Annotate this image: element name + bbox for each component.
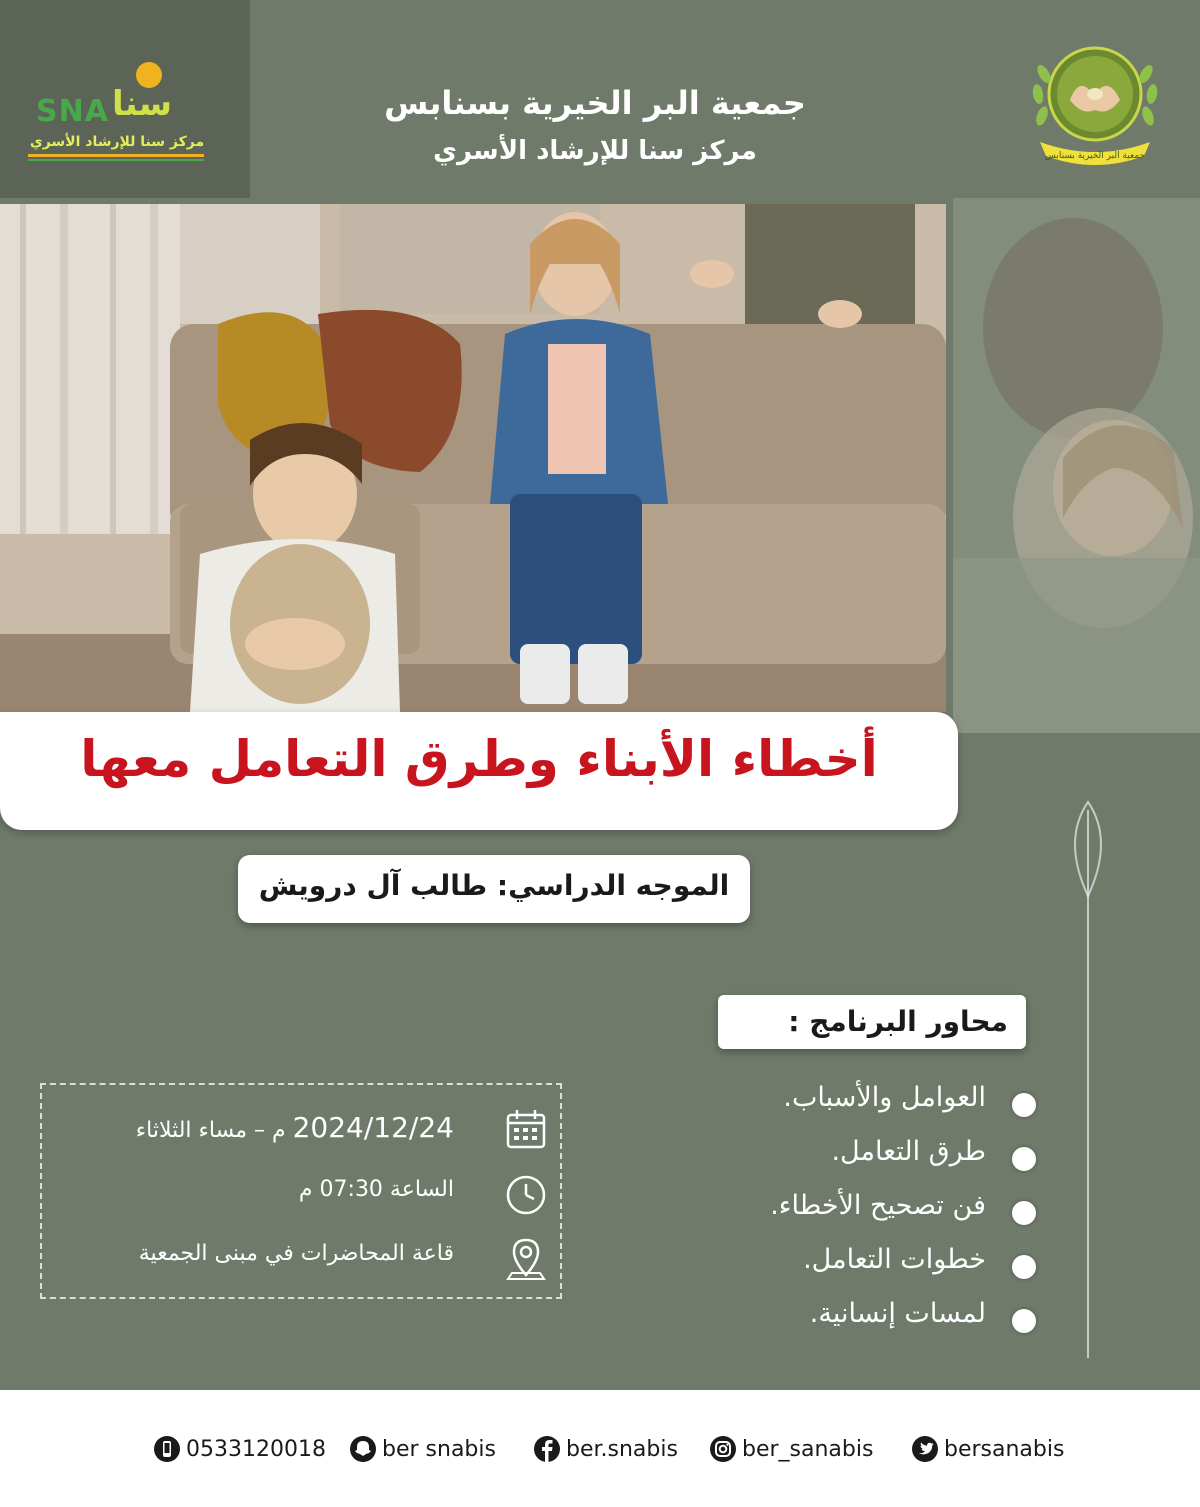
event-date-row	[42, 1105, 562, 1155]
instagram-icon	[710, 1436, 736, 1462]
calendar-icon	[504, 1107, 548, 1151]
phone-contact[interactable]	[154, 1432, 326, 1466]
snapchat-icon	[350, 1436, 376, 1462]
program-item-label: طرق التعامل.	[831, 1136, 986, 1167]
center-name: مركز سنا للإرشاد الأسري	[433, 136, 757, 166]
sna-logo	[28, 58, 208, 168]
twitter-handle: bersanabis	[944, 1436, 1065, 1462]
phone-icon	[154, 1436, 180, 1462]
list-item	[600, 1080, 1040, 1134]
presenter-name: الموجه الدراسي: طالب آل درويش	[258, 869, 730, 902]
event-date-value: 2024/12/24	[292, 1111, 454, 1144]
title-banner	[0, 712, 958, 830]
leaf-decoration-icon	[1060, 800, 1116, 1360]
twitter-icon	[912, 1436, 938, 1462]
presenter-badge	[238, 855, 750, 923]
logo-underline	[28, 154, 204, 157]
logo-tagline: مركز سنا للإرشاد الأسري	[29, 134, 205, 150]
program-heading: محاور البرنامج :	[788, 1005, 1008, 1038]
bullet-icon	[1012, 1309, 1036, 1333]
event-date	[136, 1111, 454, 1144]
snapchat-handle: ber snabis	[382, 1436, 496, 1462]
bullet-icon	[1012, 1147, 1036, 1171]
snapchat-link[interactable]	[350, 1432, 496, 1466]
program-item-label: العوامل والأسباب.	[783, 1082, 986, 1113]
footer	[0, 1390, 1200, 1507]
header	[0, 0, 1200, 198]
event-location-row	[42, 1235, 562, 1285]
twitter-link[interactable]	[912, 1432, 1064, 1466]
bullet-icon	[1012, 1093, 1036, 1117]
location-pin-icon	[504, 1237, 548, 1281]
phone-number: 0533120018	[186, 1436, 326, 1462]
list-item	[600, 1134, 1040, 1188]
sna-logo-panel	[0, 0, 250, 198]
list-item	[600, 1296, 1040, 1350]
logo-brand-arabic: سنا	[112, 84, 173, 124]
instagram-link[interactable]	[710, 1432, 873, 1466]
instagram-handle: ber_sanabis	[742, 1436, 874, 1462]
bullet-icon	[1012, 1255, 1036, 1279]
program-list	[600, 1080, 1040, 1350]
org-name: جمعية البر الخيرية بسنابس	[384, 84, 806, 122]
family-scene-image	[0, 204, 946, 712]
bullet-icon	[1012, 1201, 1036, 1225]
facebook-handle: ber.snabis	[566, 1436, 678, 1462]
clock-icon	[504, 1173, 548, 1217]
hug-image	[953, 198, 1200, 733]
logo-brand-latin: SNA	[36, 94, 109, 129]
facebook-link[interactable]	[534, 1432, 678, 1466]
side-photo	[953, 198, 1200, 733]
page-title: أخطاء الأبناء وطرق التعامل معها	[80, 730, 878, 788]
program-item-label: فن تصحيح الأخطاء.	[770, 1190, 986, 1221]
logo-underline	[28, 159, 204, 161]
list-item	[600, 1242, 1040, 1296]
emblem-caption: جمعية البر الخيرية بسنابس	[1044, 151, 1146, 161]
main-photo	[0, 204, 946, 712]
event-time: الساعة 07:30 م	[298, 1177, 454, 1202]
program-item-label: خطوات التعامل.	[803, 1244, 986, 1275]
event-time-row	[42, 1171, 562, 1221]
event-info-box	[40, 1083, 562, 1299]
event-date-suffix: م – مساء الثلاثاء	[135, 1118, 286, 1143]
event-location: قاعة المحاضرات في مبنى الجمعية	[138, 1241, 454, 1266]
org-emblem-icon	[1024, 34, 1166, 174]
program-item-label: لمسات إنسانية.	[809, 1298, 986, 1329]
facebook-icon	[534, 1436, 560, 1462]
program-heading-box	[718, 995, 1026, 1049]
list-item	[600, 1188, 1040, 1242]
